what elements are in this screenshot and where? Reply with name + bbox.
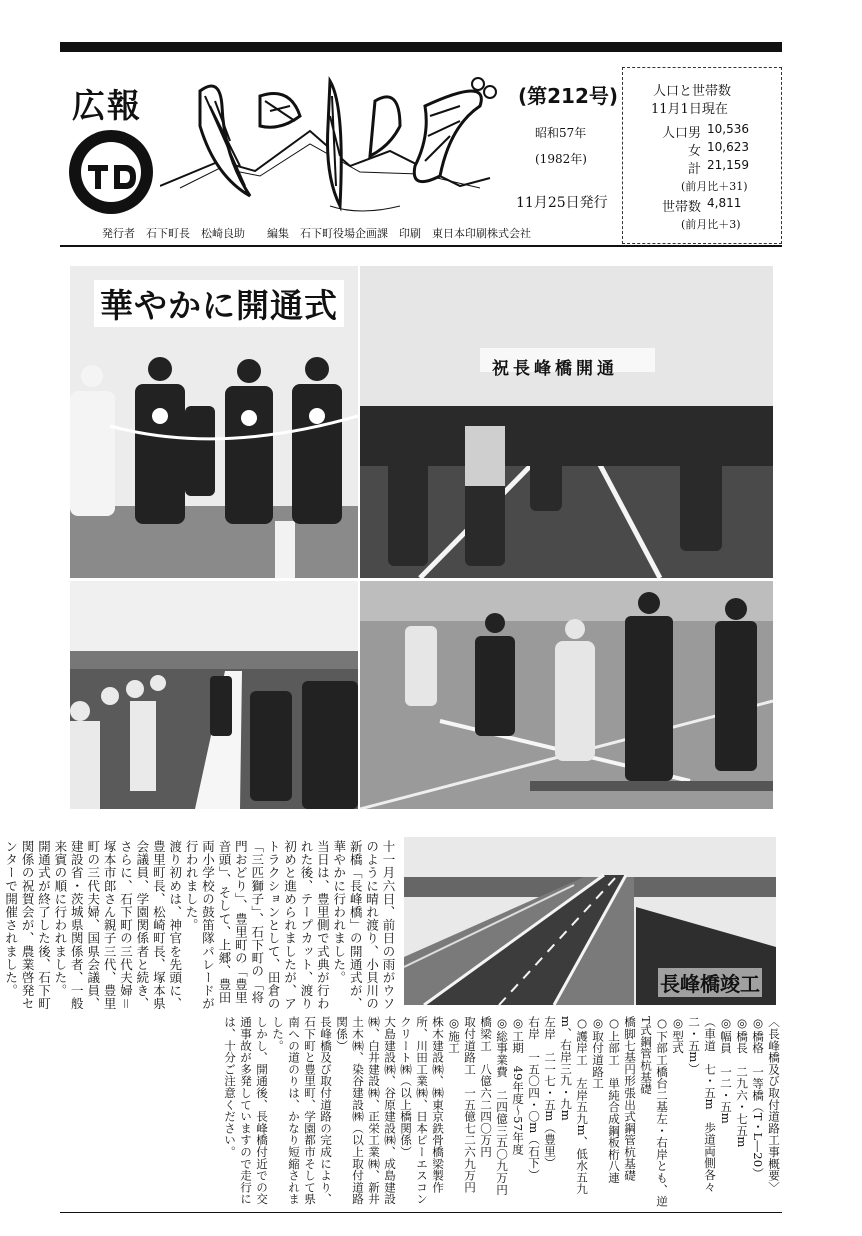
bottom-rule [60,1212,782,1213]
households-row [623,196,781,214]
town-emblem-icon [66,127,156,217]
detail-line: ◎橋長 二九六・七五m [735,1016,749,1148]
population-value: 21,159 [707,158,749,172]
population-value: 10,536 [707,122,749,136]
detail-line: ○護岸工 左岸五九m、低水五九m、右岸三九・九m [559,1016,589,1195]
photo-completed-bridge [404,837,776,1005]
gregorian-year: (1982年) [535,152,587,166]
masthead-title-logo [160,66,500,226]
population-box [622,67,782,244]
population-label: 人口男 [661,126,701,141]
detail-line: ◎施工 [447,1016,461,1054]
population-row [623,158,781,176]
top-rule [60,42,782,52]
population-title: 人口と世帯数 [653,84,732,99]
detail-line: 右岸 一五〇四・〇m（石下） [527,1016,541,1181]
publisher-rule [60,245,782,247]
publisher-line: 発行者 石下町長 松崎良助 編集 石下町役場企画課 印刷 東日本印刷株式会社 [102,227,531,240]
detail-line: ◎型式 [671,1016,685,1054]
detail-line: ◎工期 49年度～57年度 [511,1016,525,1155]
detail-line: 橋脚七基円形張出式鋼管杭基礎 [623,1016,637,1182]
publication-date: 11月25日発行 [516,195,608,211]
detail-line: 長峰橋及び取付道路の完成により、石下町と豊里町、学園都市そして県南への道のりは、かなり短縮されました。 [271,1016,333,1205]
article-paragraph: 当日は、豊里側で式典が行われた後、テープカット、渡り初めと進められましたが、アトラクションとして、田倉の「三匹獅子」、石下町の「将門おどり」、豊里町の「豊里音頭」、そして、上郷、豊田両小学校の鼓笛隊パレードが行われました。 [184,840,331,1011]
detail-line: 橋梁工 八億六二四〇万円 [479,1016,493,1158]
detail-line: （車道 七・五m 歩道両側各々二・五m） [687,1016,717,1193]
banner-text: 祝長峰橋開通 [492,359,618,379]
issue-number: (第212号) [518,84,619,108]
photo-drum-corps-parade [70,581,358,809]
population-label: 女 [687,144,701,159]
population-row [623,140,781,158]
bridge-caption: 長峰橋竣工 [658,968,762,997]
detail-line: しかし、開通後、長峰橋付近での交通事故が多発していますので走行には、十分ご注意ください。 [223,1016,269,1205]
detail-line: 株木建設㈱、㈱東京鉄骨橋梁製作所、川田工業㈱、日本ピーエスコンクリート㈱（以上橋関係） [399,1016,445,1205]
photo-tape-cutting [70,266,358,578]
headline: 華やかに開通式 [94,280,344,327]
construction-details [223,1016,782,1210]
population-label: 計 [687,162,701,177]
detail-line: 左岸 二一七・五m（豊里） [543,1016,557,1169]
detail-line: ○上部工 単純合成鋼板桁八連 [607,1016,621,1184]
detail-line: 大島建設㈱、谷原建設㈱、成島建設㈱、白井建設㈱、正栄工業㈱、新井土木㈱、染谷建設㈱（以上取付道路関係） [335,1016,397,1205]
population-row [623,122,781,140]
population-change: (前月比＋31) [681,180,748,193]
detail-line: ○下部工橋台二基左・右岸とも、逆T式鋼管杭基礎 [639,1016,669,1208]
photo-three-generations-walk [360,581,773,809]
detail-line: ◎総事業費 二四億三五〇九万円 [495,1016,509,1196]
article-paragraph: 渡り初めは、神官を先頭に、豊里町長、松崎町長、塚本県会議員、学園関係者と続き、さらに、石下町の三代夫婦＝塚本市郎さん親子三代、豊里町の三代夫婦、国県会議員、建設省・茨城県関係者、一般来賓の順に行われました。 [52,840,183,1011]
population-value: 10,623 [707,140,749,154]
photo-opening-crowd [360,266,773,578]
masthead-title [180,66,183,67]
households-value: 4,811 [707,196,742,210]
detail-line: 取付道路工 一五億七二六九万円 [463,1016,477,1193]
households-label: 世帯数 [661,200,701,215]
detail-line: ◎取付道路工 [591,1016,605,1090]
population-as-of: 11月1日現在 [651,102,728,117]
detail-line: ◎橋格 一等橋（T・L―20） [751,1016,765,1180]
article-paragraph: 開通式が終了した後、石下町関係の祝賀会が、農業啓発センターで開催されました。 [3,840,52,1011]
masthead-koho: 広報 [72,86,142,125]
era-year: 昭和57年 [535,126,587,140]
detail-line: 〈長峰橋及び取付道路工事概要〉 [767,1016,781,1193]
detail-line: ◎幅員 一二・五m [719,1016,733,1124]
article-text [3,840,396,1016]
households-change: (前月比＋3) [681,218,741,231]
article-paragraph: 十一月六日、前日の雨がウソのように晴れ渡り、小貝川の新橋「長峰橋」の開通式が、華やかに行われました。 [331,840,396,1011]
